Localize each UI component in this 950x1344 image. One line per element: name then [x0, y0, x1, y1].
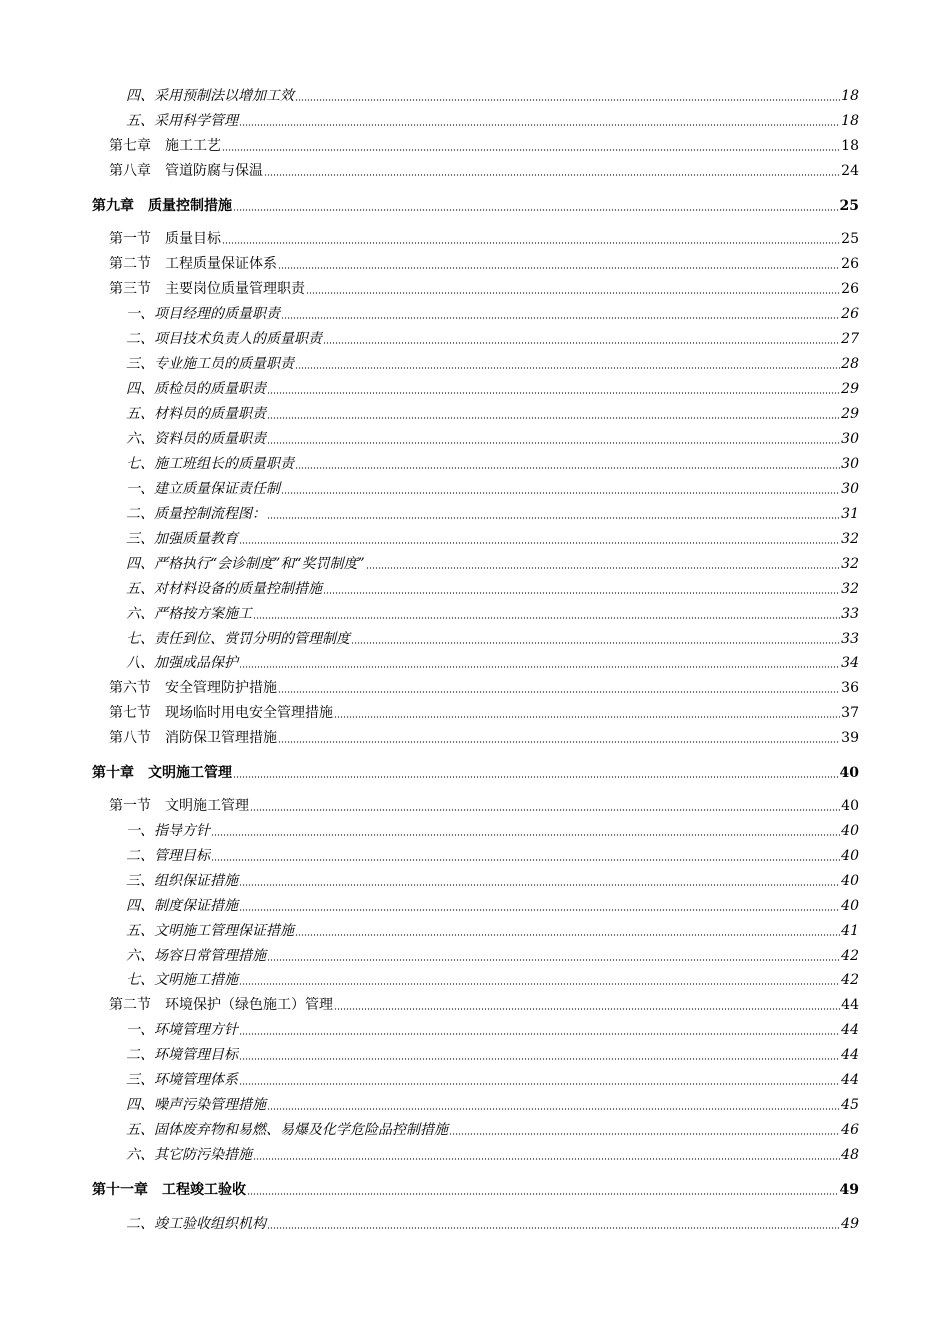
toc-entry[interactable]: [126, 427, 859, 447]
toc-dot-leader: [239, 1083, 840, 1085]
toc-entry-page-number: 42: [841, 948, 859, 964]
toc-entry-label: 二、质量控制流程图：: [126, 506, 266, 522]
toc-entry-page-number: 30: [841, 431, 859, 447]
toc-entry-page-number: 40: [841, 898, 859, 914]
toc-entry[interactable]: [126, 352, 859, 372]
toc-entry-label: 二、环境管理目标: [126, 1047, 238, 1063]
toc-entry[interactable]: [126, 1043, 859, 1063]
toc-entry[interactable]: [126, 651, 859, 671]
toc-entry-label: 五、对材料设备的质量控制措施: [126, 581, 322, 597]
toc-entry-label: 三、加强质量教育: [126, 531, 238, 547]
toc-entry-page-number: 33: [841, 606, 859, 622]
toc-entry[interactable]: [126, 402, 859, 422]
toc-entry-page-number: 26: [841, 281, 859, 297]
toc-entry[interactable]: [126, 1068, 859, 1088]
toc-entry-label: 第七节 现场临时用电安全管理措施: [109, 705, 333, 721]
toc-entry[interactable]: [92, 1178, 859, 1198]
toc-dot-leader: [295, 467, 840, 469]
toc-entry-label: 四、噪声污染管理措施: [126, 1097, 266, 1113]
toc-dot-leader: [239, 884, 840, 886]
toc-entry[interactable]: [126, 627, 859, 647]
toc-entry-page-number: 49: [839, 1182, 859, 1198]
toc-dot-leader: [323, 342, 840, 344]
toc-dot-leader: [253, 617, 840, 619]
toc-entry-label: 第二节 环境保护（绿色施工）管理: [109, 997, 333, 1013]
toc-dot-leader: [264, 174, 840, 176]
toc-entry-label: 五、文明施工管理保证措施: [126, 923, 294, 939]
toc-entry-label: 第九章 质量控制措施: [92, 198, 232, 214]
toc-entry-label: 三、组织保证措施: [126, 873, 238, 889]
toc-entry[interactable]: [109, 676, 859, 696]
toc-entry[interactable]: [92, 194, 859, 214]
toc-entry-label: 三、专业施工员的质量职责: [126, 356, 294, 372]
toc-entry[interactable]: [126, 844, 859, 864]
toc-entry[interactable]: [126, 477, 859, 497]
toc-entry-page-number: 42: [841, 972, 859, 988]
toc-dot-leader: [239, 983, 840, 985]
toc-dot-leader: [211, 834, 840, 836]
toc-entry-page-number: 40: [841, 848, 859, 864]
toc-entry-page-number: 29: [841, 406, 859, 422]
toc-entry[interactable]: [126, 552, 859, 572]
toc-entry-page-number: 29: [841, 381, 859, 397]
toc-entry[interactable]: [126, 302, 859, 322]
toc-entry-page-number: 18: [841, 138, 859, 154]
toc-entry-label: 二、竣工验收组织机构: [126, 1216, 266, 1232]
toc-entry[interactable]: [109, 726, 859, 746]
toc-entry-label: 第七章 施工工艺: [109, 138, 221, 154]
toc-dot-leader: [306, 292, 840, 294]
toc-entry[interactable]: [126, 577, 859, 597]
toc-entry-label: 四、制度保证措施: [126, 898, 238, 914]
toc-entry-page-number: 26: [841, 306, 859, 322]
toc-entry[interactable]: [109, 159, 859, 179]
toc-entry-page-number: 30: [841, 456, 859, 472]
toc-entry[interactable]: [109, 277, 859, 297]
toc-entry-label: 一、项目经理的质量职责: [126, 306, 280, 322]
toc-dot-leader: [250, 809, 840, 811]
toc-dot-leader: [323, 592, 840, 594]
toc-entry-page-number: 48: [841, 1147, 859, 1163]
toc-dot-leader: [267, 442, 840, 444]
toc-dot-leader: [278, 741, 840, 743]
toc-entry-page-number: 18: [841, 88, 859, 104]
toc-dot-leader: [239, 542, 840, 544]
toc-entry[interactable]: [126, 869, 859, 889]
toc-entry[interactable]: [109, 794, 859, 814]
toc-entry-label: 一、环境管理方针: [126, 1022, 238, 1038]
toc-dot-leader: [239, 124, 840, 126]
toc-entry-label: 七、责任到位、赏罚分明的管理制度: [126, 631, 350, 647]
toc-entry-page-number: 33: [841, 631, 859, 647]
toc-entry[interactable]: [126, 819, 859, 839]
toc-entry-page-number: 44: [841, 1022, 859, 1038]
toc-entry-label: 一、建立质量保证责任制: [126, 481, 280, 497]
toc-entry-label: 二、项目技术负责人的质量职责: [126, 331, 322, 347]
toc-dot-leader: [222, 242, 840, 244]
toc-dot-leader: [278, 691, 840, 693]
toc-entry[interactable]: [126, 894, 859, 914]
toc-dot-leader: [233, 776, 839, 778]
toc-dot-leader: [351, 642, 840, 644]
toc-entry-label: 第十章 文明施工管理: [92, 765, 232, 781]
toc-dot-leader: [239, 666, 840, 668]
toc-entry-page-number: 44: [841, 1047, 859, 1063]
toc-entry-label: 第一节 质量目标: [109, 231, 221, 247]
toc-entry-page-number: 40: [839, 765, 859, 781]
toc-entry-page-number: 46: [841, 1122, 859, 1138]
toc-dot-leader: [278, 267, 840, 269]
toc-entry-page-number: 49: [841, 1216, 859, 1232]
toc-dot-leader: [295, 99, 840, 101]
toc-entry[interactable]: [109, 134, 859, 154]
toc-dot-leader: [281, 492, 840, 494]
toc-entry-label: 五、采用科学管理: [126, 113, 238, 129]
toc-entry-label: 第六节 安全管理防护措施: [109, 680, 277, 696]
toc-dot-leader: [334, 716, 840, 718]
toc-entry-label: 四、采用预制法以增加工效: [126, 88, 294, 104]
toc-dot-leader: [239, 1058, 840, 1060]
toc-entry[interactable]: [92, 761, 859, 781]
toc-entry-page-number: 32: [841, 531, 859, 547]
toc-entry[interactable]: [109, 701, 859, 721]
toc-entry[interactable]: [126, 502, 859, 522]
toc-dot-leader: [267, 392, 840, 394]
toc-entry-label: 第二节 工程质量保证体系: [109, 256, 277, 272]
toc-dot-leader: [211, 859, 840, 861]
toc-entry-page-number: 44: [841, 1072, 859, 1088]
toc-entry-label: 一、指导方针: [126, 823, 210, 839]
toc-entry-label: 六、资料员的质量职责: [126, 431, 266, 447]
toc-dot-leader: [281, 317, 840, 319]
toc-entry-label: 四、质检员的质量职责: [126, 381, 266, 397]
toc-dot-leader: [295, 367, 840, 369]
toc-dot-leader: [267, 517, 840, 519]
toc-entry-label: 第八章 管道防腐与保温: [109, 163, 263, 179]
toc-entry[interactable]: [126, 919, 859, 939]
toc-entry[interactable]: [126, 1143, 859, 1163]
toc-entry-label: 第十一章 工程竣工验收: [92, 1182, 246, 1198]
toc-entry-label: 七、文明施工措施: [126, 972, 238, 988]
toc-entry[interactable]: [126, 377, 859, 397]
toc-entry-label: 六、其它防污染措施: [126, 1147, 252, 1163]
toc-entry-label: 第一节 文明施工管理: [109, 798, 249, 814]
toc-entry[interactable]: [109, 252, 859, 272]
toc-dot-leader: [239, 1033, 840, 1035]
toc-entry-page-number: 41: [841, 923, 859, 939]
toc-dot-leader: [239, 909, 840, 911]
toc-entry-label: 第八节 消防保卫管理措施: [109, 730, 277, 746]
toc-entry[interactable]: [126, 1093, 859, 1113]
toc-dot-leader: [222, 149, 840, 151]
toc-entry[interactable]: [126, 968, 859, 988]
toc-entry[interactable]: [126, 1018, 859, 1038]
toc-entry-page-number: 27: [841, 331, 859, 347]
toc-entry-page-number: 24: [841, 163, 859, 179]
toc-entry-page-number: 40: [841, 873, 859, 889]
toc-entry[interactable]: [109, 993, 859, 1013]
toc-dot-leader: [267, 1108, 840, 1110]
toc-entry-page-number: 40: [841, 798, 859, 814]
toc-entry-page-number: 44: [841, 997, 859, 1013]
toc-entry-page-number: 32: [841, 581, 859, 597]
toc-entry-page-number: 36: [841, 680, 859, 696]
toc-dot-leader: [295, 934, 840, 936]
toc-entry[interactable]: [126, 1212, 859, 1232]
toc-entry[interactable]: [126, 452, 859, 472]
toc-entry[interactable]: [126, 84, 859, 104]
toc-entry-page-number: 45: [841, 1097, 859, 1113]
toc-entry-label: 三、环境管理体系: [126, 1072, 238, 1088]
toc-dot-leader: [267, 1227, 840, 1229]
toc-entry-label: 四、严格执行“会诊制度”和“奖罚制度”: [126, 556, 365, 572]
toc-entry-label: 第三节 主要岗位质量管理职责: [109, 281, 305, 297]
toc-entry-label: 六、严格按方案施工: [126, 606, 252, 622]
toc-entry-page-number: 18: [841, 113, 859, 129]
toc-entry[interactable]: [109, 227, 859, 247]
toc-entry[interactable]: [126, 602, 859, 622]
toc-entry[interactable]: [126, 109, 859, 129]
toc-entry[interactable]: [126, 327, 859, 347]
toc-entry-page-number: 34: [841, 655, 859, 671]
toc-entry[interactable]: [126, 944, 859, 964]
toc-dot-leader: [267, 959, 840, 961]
toc-entry-page-number: 31: [841, 506, 859, 522]
toc-dot-leader: [334, 1008, 840, 1010]
toc-entry-page-number: 40: [841, 823, 859, 839]
toc-entry-page-number: 37: [841, 705, 859, 721]
toc-dot-leader: [449, 1133, 840, 1135]
toc-entry-label: 七、施工班组长的质量职责: [126, 456, 294, 472]
toc-entry-page-number: 32: [841, 556, 859, 572]
toc-entry-page-number: 25: [839, 198, 859, 214]
toc-entry-label: 六、场容日常管理措施: [126, 948, 266, 964]
toc-dot-leader: [233, 209, 839, 211]
toc-entry[interactable]: [126, 527, 859, 547]
toc-entry-label: 五、固体废弃物和易燃、易爆及化学危险品控制措施: [126, 1122, 448, 1138]
toc-entry-label: 五、材料员的质量职责: [126, 406, 266, 422]
toc-dot-leader: [366, 567, 841, 569]
toc-dot-leader: [253, 1158, 840, 1160]
toc-entry[interactable]: [126, 1118, 859, 1138]
toc-entry-page-number: 26: [841, 256, 859, 272]
toc-entry-page-number: 39: [841, 730, 859, 746]
toc-dot-leader: [247, 1193, 839, 1195]
toc-entry-label: 八、加强成品保护: [126, 655, 238, 671]
toc-dot-leader: [267, 417, 840, 419]
toc-entry-label: 二、管理目标: [126, 848, 210, 864]
toc-entry-page-number: 28: [841, 356, 859, 372]
toc-entry-page-number: 30: [841, 481, 859, 497]
toc-entry-page-number: 25: [841, 231, 859, 247]
